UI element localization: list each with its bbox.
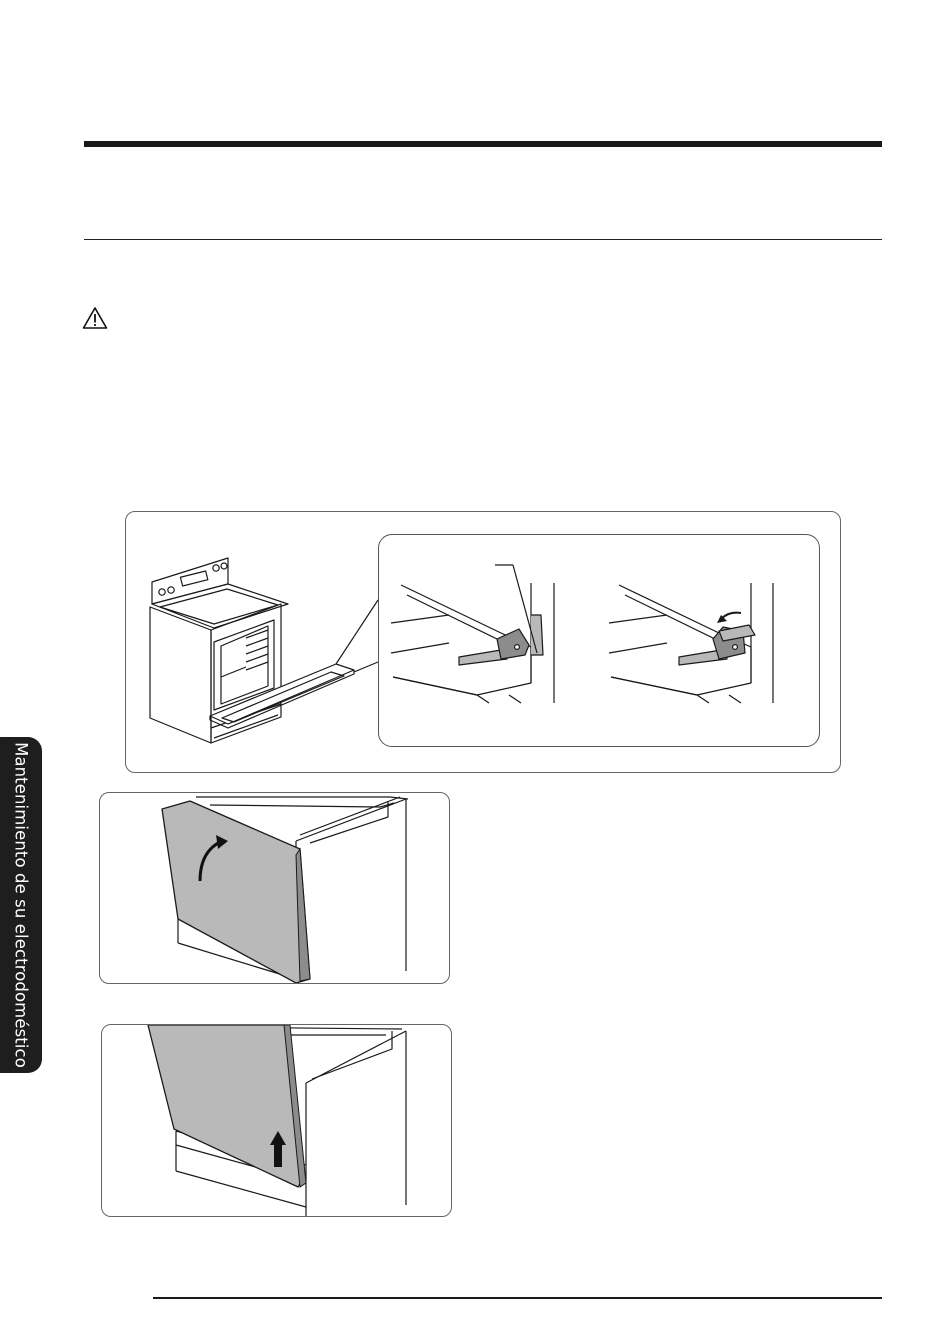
header-rule-thin — [84, 239, 882, 240]
footer-rule — [153, 1297, 882, 1299]
section-side-tab — [0, 737, 42, 1073]
figure-range-door-hinges — [125, 511, 841, 773]
figure-remove-door — [101, 1024, 452, 1217]
warning-triangle-icon — [82, 306, 108, 330]
hinge-lock-illustration — [379, 535, 819, 746]
remove-door-illustration — [102, 1025, 451, 1216]
side-tab-label: Mantenimiento de su electrodoméstico — [11, 742, 31, 1068]
lift-door-illustration — [100, 793, 449, 983]
hinge-detail-inset — [378, 534, 820, 747]
header-rule-thick — [84, 141, 882, 147]
figure-lift-door — [99, 792, 450, 984]
